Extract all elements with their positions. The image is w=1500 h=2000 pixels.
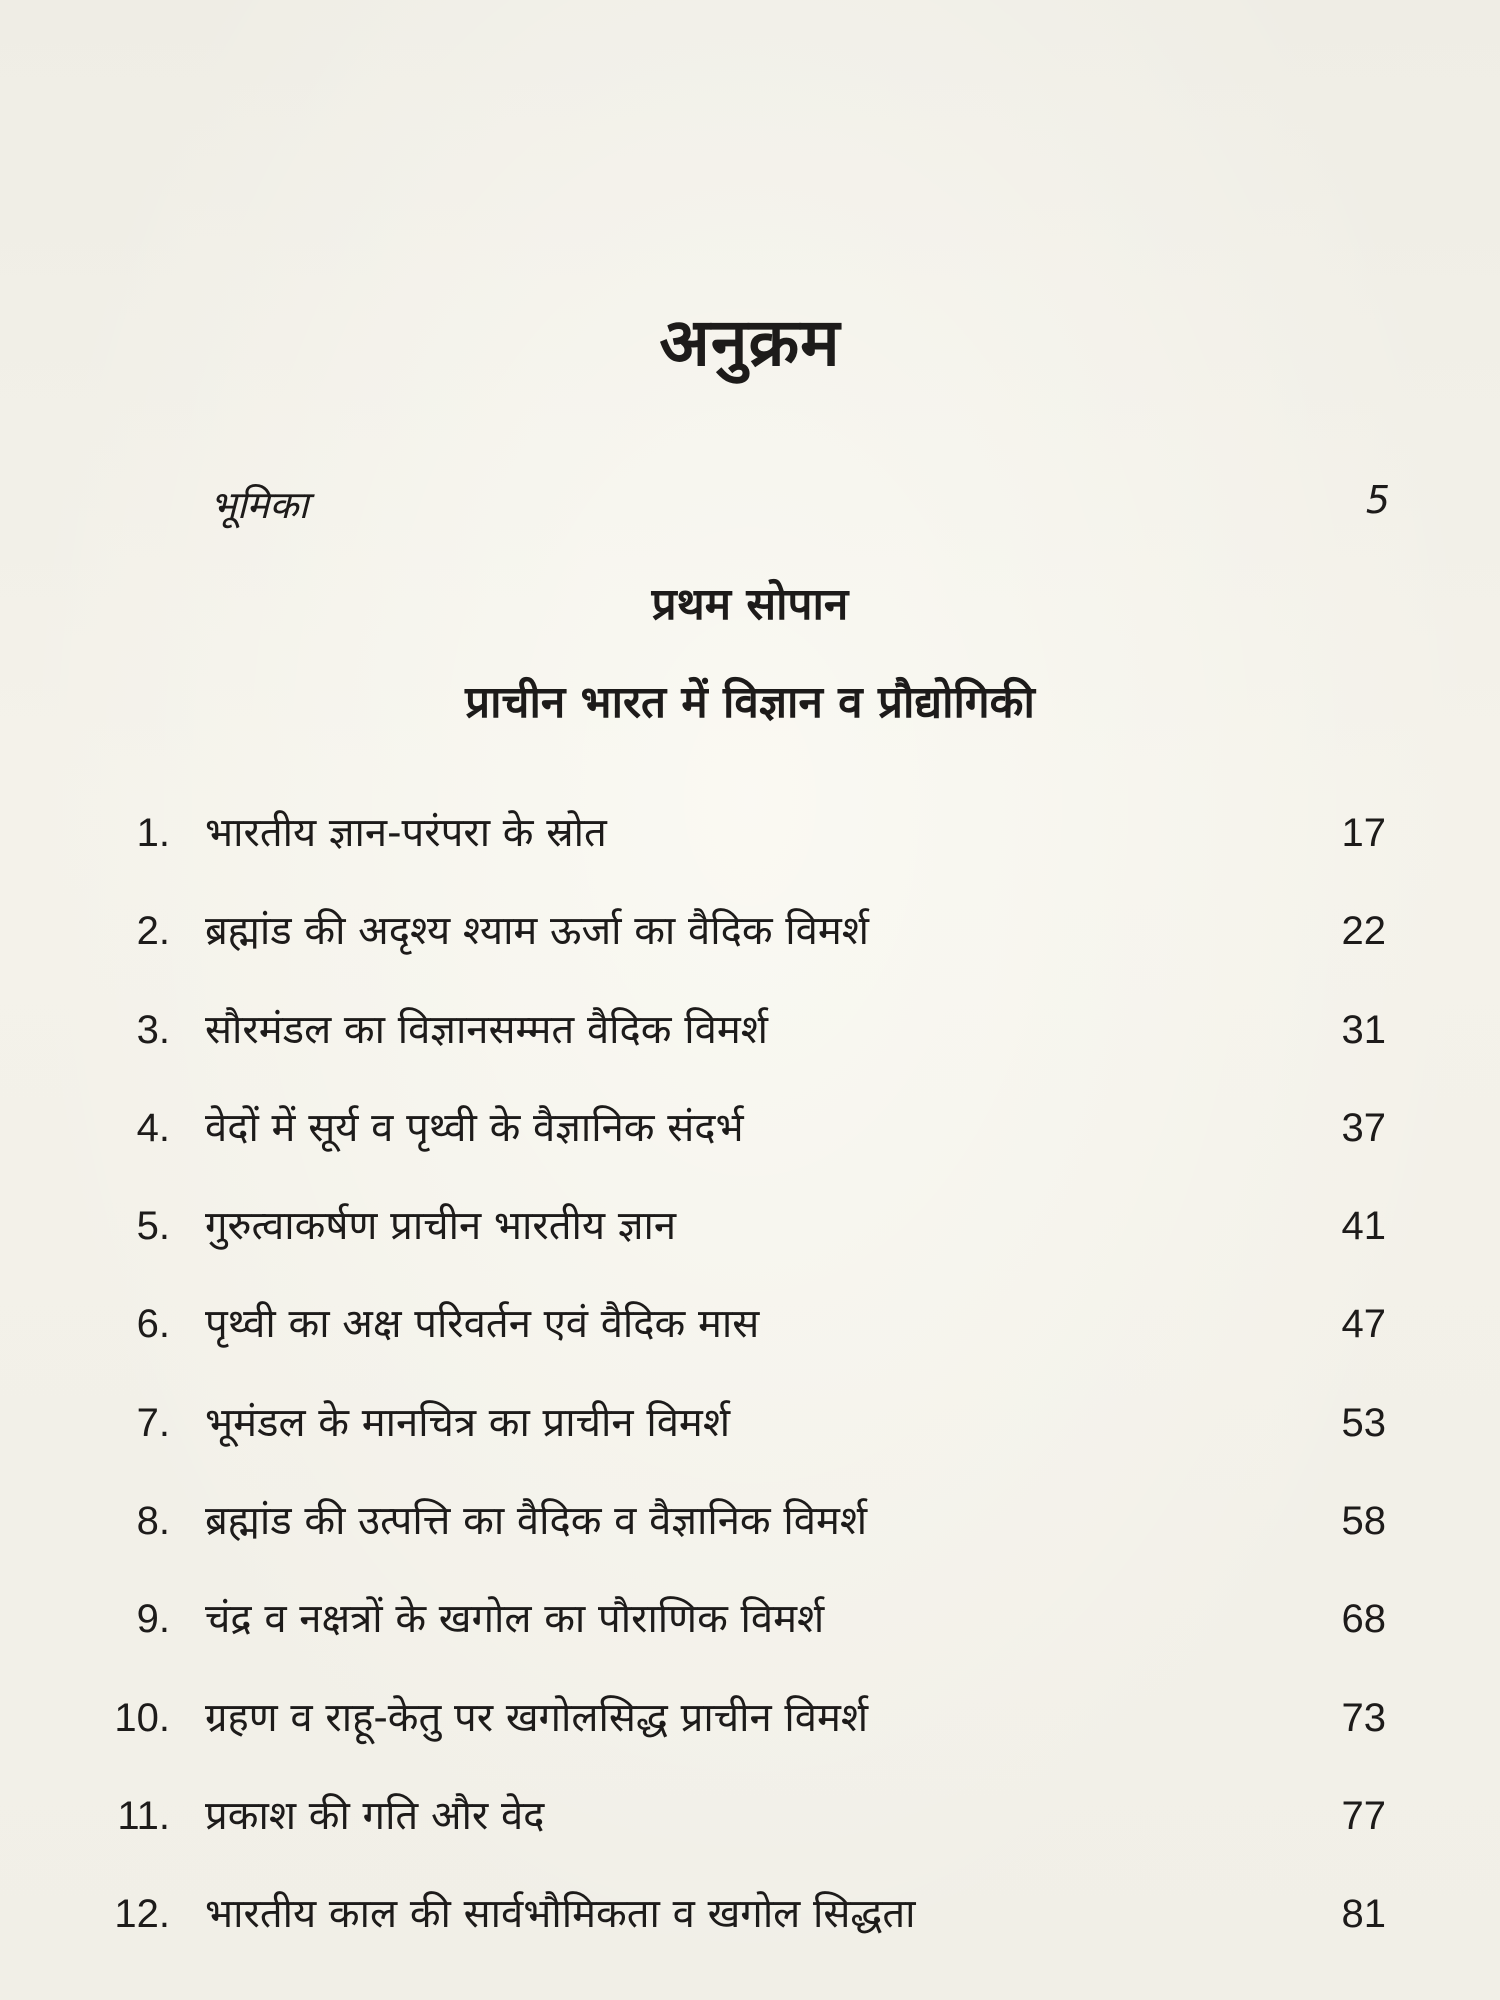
toc-entry-1: [0, 795, 1500, 893]
entry-page-number: 53: [1341, 1400, 1386, 1445]
entry-title: भारतीय ज्ञान-परंपरा के स्रोत: [205, 810, 607, 856]
entry-page-number: 31: [1341, 1007, 1386, 1052]
toc-entry-6: [0, 1286, 1500, 1384]
section-heading: प्रथम सोपान: [651, 579, 849, 630]
entry-number: 2.: [136, 909, 170, 954]
entry-number: 11.: [117, 1793, 170, 1838]
entry-page-number: 17: [1341, 811, 1386, 855]
page-title: अनुक्रम: [659, 304, 841, 381]
toc-entry-10: [0, 1680, 1500, 1778]
entry-number: 10.: [114, 1695, 170, 1740]
entry-page-number: 37: [1341, 1105, 1386, 1150]
entry-title: प्रकाश की गति और वेद: [205, 1792, 545, 1839]
toc-entry-3: [0, 992, 1500, 1090]
entry-page-number: 77: [1341, 1793, 1386, 1838]
entry-title: सौरमंडल का विज्ञानसम्मत वैदिक विमर्श: [205, 1006, 768, 1053]
entry-page-number: 47: [1341, 1302, 1386, 1347]
entry-number: 9.: [136, 1597, 170, 1642]
toc-entry-4: [0, 1090, 1500, 1188]
entry-number: 6.: [136, 1302, 170, 1347]
toc-entry-2: [0, 893, 1500, 991]
entry-page-number: 81: [1341, 1892, 1386, 1937]
toc-entry-5: [0, 1188, 1500, 1286]
entry-title: पृथ्वी का अक्ष परिवर्तन एवं वैदिक मास: [205, 1301, 760, 1348]
entry-number: 7.: [136, 1400, 170, 1445]
toc-entry-12: [0, 1876, 1500, 1974]
entry-page-number: 58: [1341, 1499, 1386, 1544]
section-subheading: प्राचीन भारत में विज्ञान व प्रौद्योगिकी: [465, 677, 1035, 728]
toc-entry-7: [0, 1385, 1500, 1483]
entry-page-number: 22: [1341, 909, 1386, 954]
entry-number: 5.: [136, 1204, 170, 1249]
entry-title: भारतीय काल की सार्वभौमिकता व खगोल सिद्धता: [205, 1891, 916, 1938]
toc-entry-9: [0, 1581, 1500, 1679]
entry-page-number: 41: [1341, 1204, 1386, 1249]
entry-title: ग्रहण व राहू-केतु पर खगोलसिद्ध प्राचीन विमर्श: [205, 1694, 869, 1741]
entry-page-number: 68: [1341, 1597, 1386, 1642]
entry-title: ब्रह्मांड की उत्पत्ति का वैदिक व वैज्ञानिक विमर्श: [205, 1498, 868, 1545]
entry-title: वेदों में सूर्य व पृथ्वी के वैज्ञानिक संदर्भ: [205, 1104, 744, 1151]
entry-number: 12.: [114, 1892, 170, 1937]
entry-title: गुरुत्वाकर्षण प्राचीन भारतीय ज्ञान: [205, 1203, 677, 1250]
toc-entry-8: [0, 1483, 1500, 1581]
toc-entry-11: [0, 1778, 1500, 1876]
entry-number: 4.: [136, 1105, 170, 1150]
entry-title: भूमंडल के मानचित्र का प्राचीन विमर्श: [205, 1399, 731, 1446]
entry-title: ब्रह्मांड की अदृश्य श्याम ऊर्जा का वैदिक विमर्श: [205, 908, 870, 955]
entry-page-number: 73: [1341, 1695, 1386, 1740]
entry-number: 8.: [136, 1499, 170, 1544]
entry-title: चंद्र व नक्षत्रों के खगोल का पौराणिक विमर्श: [205, 1596, 825, 1643]
preface-label: भूमिका: [210, 483, 309, 527]
entry-number: 1.: [136, 811, 170, 855]
preface-entry: [210, 478, 1390, 538]
preface-page-number: 5: [1365, 478, 1390, 522]
entry-number: 3.: [136, 1007, 170, 1052]
table-of-contents: [0, 795, 1500, 1975]
